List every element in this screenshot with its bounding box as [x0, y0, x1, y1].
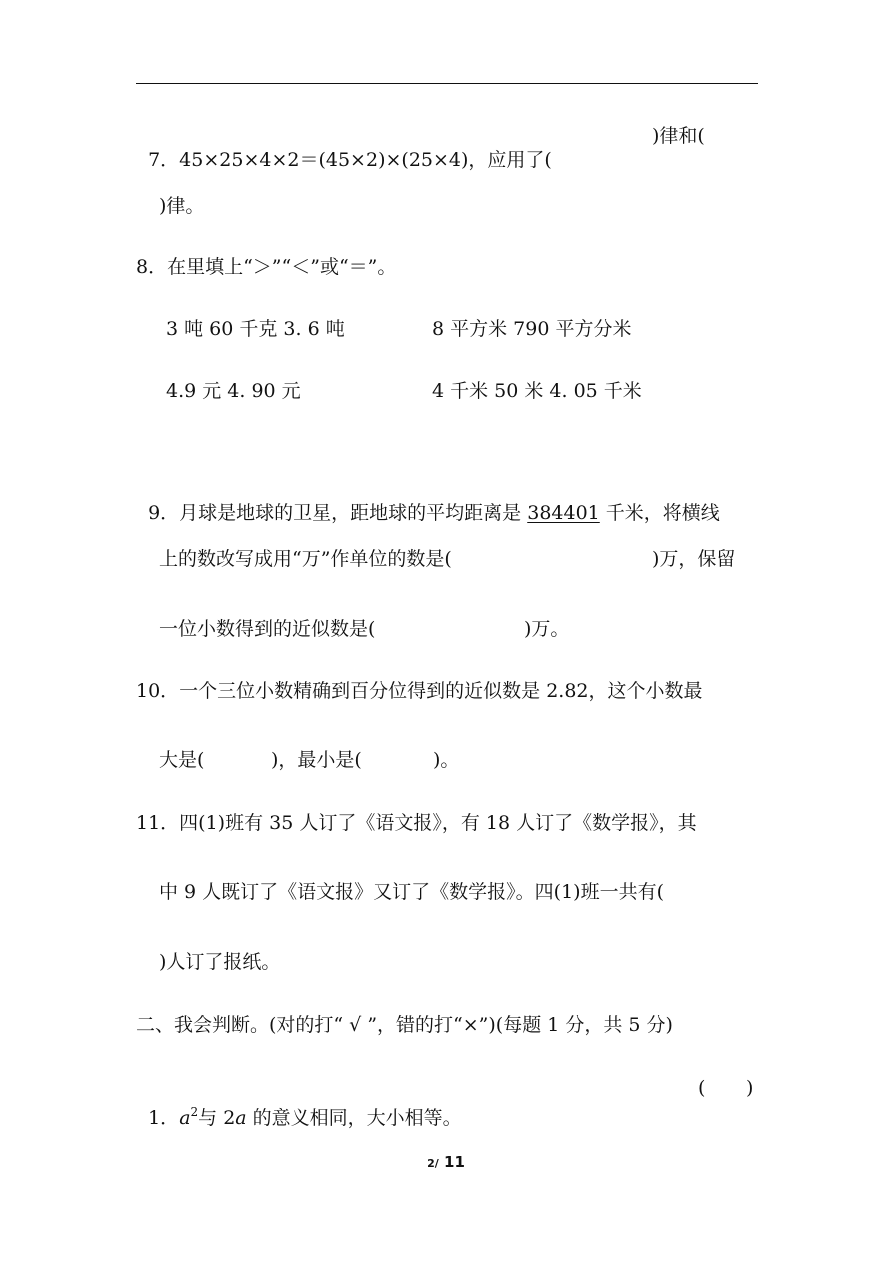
- q9-text-post: 千米，将横线: [599, 502, 720, 524]
- q7-line2: )律。: [159, 195, 205, 217]
- q10-line2-a: 大是(: [159, 749, 205, 771]
- judgment1-line: [136, 1076, 462, 1130]
- q9-line1: [136, 477, 720, 525]
- q8-stem: 8．在里填上“＞”“＜”或“＝”。: [136, 256, 397, 278]
- q9-text-pre: 9．月球是地球的卫星，距地球的平均距离是: [148, 502, 528, 524]
- q9-line3-post: )万。: [524, 618, 570, 640]
- q10-line2-c: )。: [433, 749, 460, 771]
- q8-item2: 8 平方米 790 平方分米: [432, 318, 632, 340]
- q11-line1: 11．四(1)班有 35 人订了《语文报》，有 18 人订了《数学报》，其: [136, 812, 697, 834]
- q8-item3: 4.9 元 4. 90 元: [166, 380, 301, 402]
- q10-line1: 10．一个三位小数精确到百分位得到的近似数是 2.82，这个小数最: [136, 680, 703, 702]
- page-separator: /: [434, 1157, 439, 1170]
- q9-line3-pre: 一位小数得到的近似数是(: [159, 618, 376, 640]
- q10-line2-b: )，最小是(: [271, 749, 362, 771]
- q9-line2-post: )万，保留: [652, 548, 736, 570]
- q9-distance-number: 384401: [527, 502, 600, 524]
- judgment1-mid: 与 2: [198, 1107, 236, 1129]
- page-number: 2: [427, 1157, 435, 1170]
- judgment1-number: 1．: [148, 1107, 180, 1129]
- page-total: 11: [444, 1153, 465, 1171]
- judgment1-answer-open: (: [698, 1077, 706, 1099]
- var-a-2: a: [235, 1107, 247, 1129]
- exponent: 2: [190, 1105, 199, 1119]
- q11-line2: 中 9 人既订了《语文报》又订了《数学报》。四(1)班一共有(: [159, 881, 664, 903]
- q7-line1: [136, 124, 552, 172]
- header-rule: [136, 83, 758, 84]
- judgment1-answer-close: ): [746, 1077, 754, 1099]
- q8-item1: 3 吨 60 千克 3. 6 吨: [166, 318, 345, 340]
- judgment1-text: 的意义相同，大小相等。: [246, 1107, 462, 1129]
- q7-blank1-close: )律和(: [652, 125, 705, 147]
- q9-line2-pre: 上的数改写成用“万”作单位的数是(: [159, 548, 452, 570]
- q11-line3: )人订了报纸。: [159, 951, 281, 973]
- section2-title: 二、我会判断。(对的打“ √ ”，错的打“×”)(每题 1 分，共 5 分): [136, 1014, 673, 1036]
- q8-item4: 4 千米 50 米 4. 05 千米: [432, 380, 642, 402]
- q7-text: 7．45×25×4×2＝(45×2)×(25×4)，应用了(: [148, 149, 552, 171]
- page-footer: [0, 1153, 892, 1171]
- var-a: a: [179, 1107, 191, 1129]
